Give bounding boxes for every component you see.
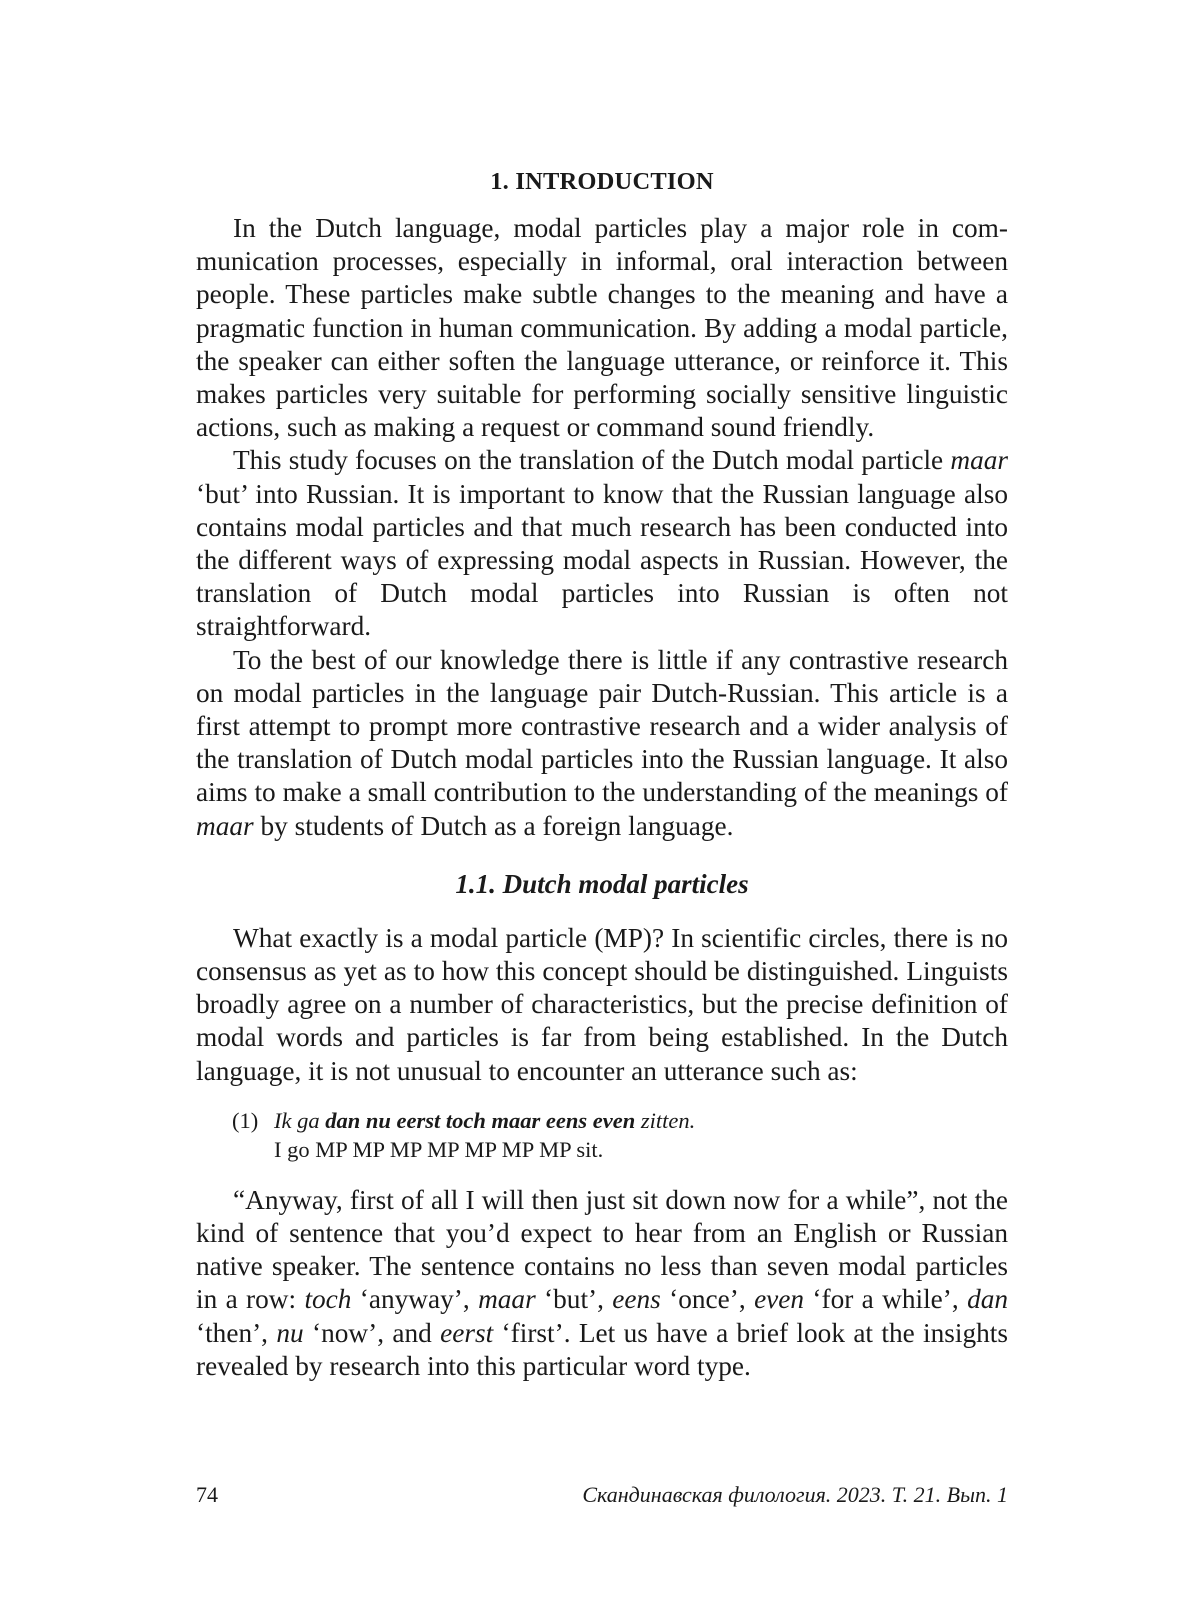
italic-term: maar xyxy=(478,1284,536,1315)
text-run: ‘once’, xyxy=(660,1284,755,1315)
italic-term: eens xyxy=(612,1284,661,1315)
text-run: ‘but’, xyxy=(535,1284,613,1315)
text-run: ‘now’, and xyxy=(303,1317,441,1348)
italic-term: eerst xyxy=(440,1317,494,1348)
text-run: This study focuses on the translation of the Dutch modal particle xyxy=(233,445,951,476)
example-gloss: I go MP MP MP MP MP MP MP sit. xyxy=(274,1136,604,1162)
example-sentence-particles: dan nu eerst toch maar eens even xyxy=(325,1107,636,1133)
example-sentence-start: Ik ga xyxy=(274,1107,326,1133)
paragraph-intro-3 xyxy=(196,644,1008,843)
paragraph-translation-note xyxy=(196,1184,1008,1383)
example-sentence xyxy=(232,1106,1008,1135)
italic-term: even xyxy=(754,1284,805,1315)
article-body xyxy=(196,168,1008,1383)
section-heading: 1. INTRODUCTION xyxy=(490,168,714,195)
text-run: ‘then’, xyxy=(196,1317,277,1348)
subsection-heading: 1.1. Dutch modal particles xyxy=(455,868,749,899)
italic-term: nu xyxy=(276,1317,304,1348)
text-run: ‘first’. Let us have a brief look at the insights revealed by research into this particular word type. xyxy=(196,1317,1009,1381)
italic-term: dan xyxy=(967,1284,1009,1315)
example-number: (1) xyxy=(232,1107,259,1133)
italic-term: maar xyxy=(950,445,1008,476)
text-run: In the Dutch language, modal particles play a major role in communication processes, especially in informal, oral interaction between people. These particles make subtle changes to the meaning and have a pragmatic function in human communication. By adding a modal particle, the speaker can either soften the language utterance, or reinforce it. This makes particles very suitable for performing socially sensitive linguistic actions, such as making a request or command sound friendly. xyxy=(196,213,1008,443)
paragraph-intro-1 xyxy=(196,212,1008,444)
text-run: ‘for a while’, xyxy=(804,1284,968,1315)
page-footer xyxy=(196,1482,1008,1508)
italic-term: maar xyxy=(196,810,254,841)
text-run: ‘anyway’, xyxy=(351,1284,479,1315)
page-number: 74 xyxy=(196,1482,218,1507)
text-run: “Anyway, first of all I will then just sit down now for a while”, not the kind of sentence that you’d expect to hear from an English or Russian native speaker. The sentence contains no less than seven modal particles in a row: xyxy=(196,1184,1008,1315)
paragraph-intro-2 xyxy=(196,444,1008,643)
text-run: To the best of our knowledge there is little if any contrastive research on modal particles in the language pair Dutch-Russian. This article is a first attempt to prompt more contrastive research and a wider analysis of the translation of Dutch modal particles into the Russian language. It also aims to make a small contribution to the understanding of the meanings of xyxy=(196,644,1008,808)
example-sentence-end: zitten. xyxy=(635,1107,696,1133)
text-run: by students of Dutch as a foreign language. xyxy=(253,810,734,841)
text-run: What exactly is a modal particle (MP)? In scientific circles, there is no consensus as yet as to how this concept should be distinguished. Linguists broadly agree on a number of characteristics, but the precise definition of modal words and particles is far from being established. In the Dutch language, it is not unusual to encounter an utterance such as: xyxy=(196,922,1008,1086)
text-run: ‘but’ into Russian. It is important to know that the Russian language also contains modal particles and that much research has been conducted into the different ways of expressing modal aspects in Russian. However, the translation of Dutch modal particles into Russian is often not straightforward. xyxy=(196,478,1008,642)
italic-term: toch xyxy=(304,1284,352,1315)
example-1 xyxy=(232,1106,1008,1164)
paragraph-mp-definition xyxy=(196,922,1008,1088)
journal-citation: Скандинавская филология. 2023. Т. 21. Вып. 1 xyxy=(582,1482,1008,1507)
